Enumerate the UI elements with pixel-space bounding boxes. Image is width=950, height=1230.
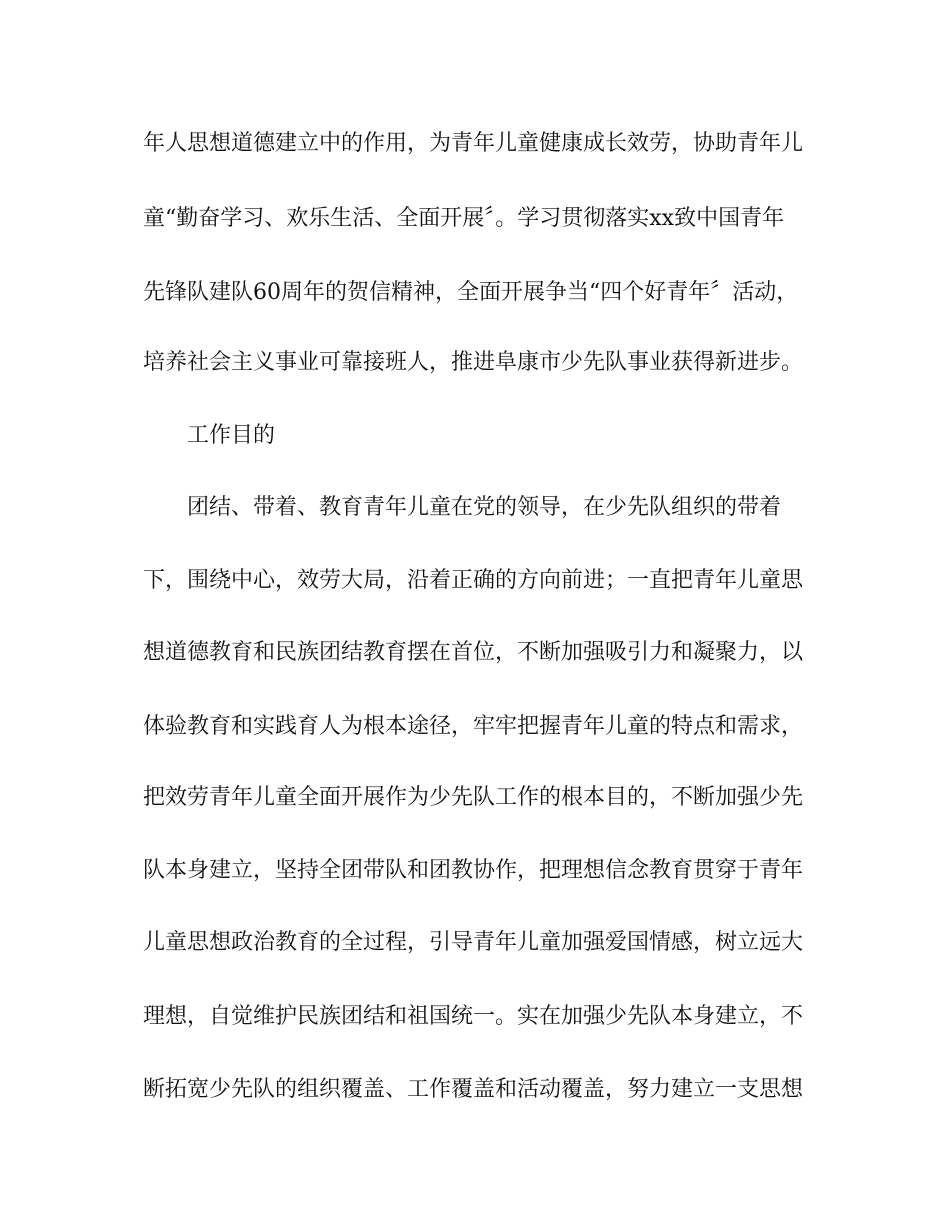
paragraph-line: 年人思想道德建立中的作用，为青年儿童健康成长效劳，协助青年儿 bbox=[143, 131, 804, 156]
paragraph-line: 想道德教育和民族团结教育摆在首位，不断加强吸引力和凝聚力，以 bbox=[143, 640, 804, 665]
paragraph-line: 先锋队建队60周年的贺信精神，全面开展争当“四个好青年〞活动， bbox=[143, 280, 799, 305]
paragraph-line: 队本身建立，坚持全团带队和团教协作，把理想信念教育贯穿于青年 bbox=[143, 858, 804, 883]
paragraph-line: 断拓宽少先队的组织覆盖、工作覆盖和活动覆盖，努力建立一支思想 bbox=[143, 1077, 804, 1102]
paragraph-line: 把效劳青年儿童全面开展作为少先队工作的根本目的，不断加强少先 bbox=[143, 785, 804, 810]
paragraph-line: 体验教育和实践育人为根本途径，牢牢把握青年儿童的特点和需求， bbox=[143, 714, 804, 739]
paragraph-line: 团结、带着、教育青年儿童在党的领导，在少先队组织的带着 bbox=[187, 495, 782, 520]
paragraph-line: 理想，自觉维护民族团结和祖国统一。实在加强少先队本身建立，不 bbox=[143, 1004, 804, 1029]
section-heading: 工作目的 bbox=[187, 423, 276, 448]
paragraph-line: 培养社会主义事业可靠接班人，推进阜康市少先队事业获得新进步。 bbox=[143, 350, 804, 375]
paragraph-line: 童“勤奋学习、欢乐生活、全面开展〞。学习贯彻落实xx致中国青年 bbox=[143, 206, 785, 231]
paragraph-line: 下，围绕中心，效劳大局，沿着正确的方向前进；一直把青年儿童思 bbox=[143, 568, 804, 593]
paragraph-line: 儿童思想政治教育的全过程，引导青年儿童加强爱国情感，树立远大 bbox=[143, 930, 804, 955]
